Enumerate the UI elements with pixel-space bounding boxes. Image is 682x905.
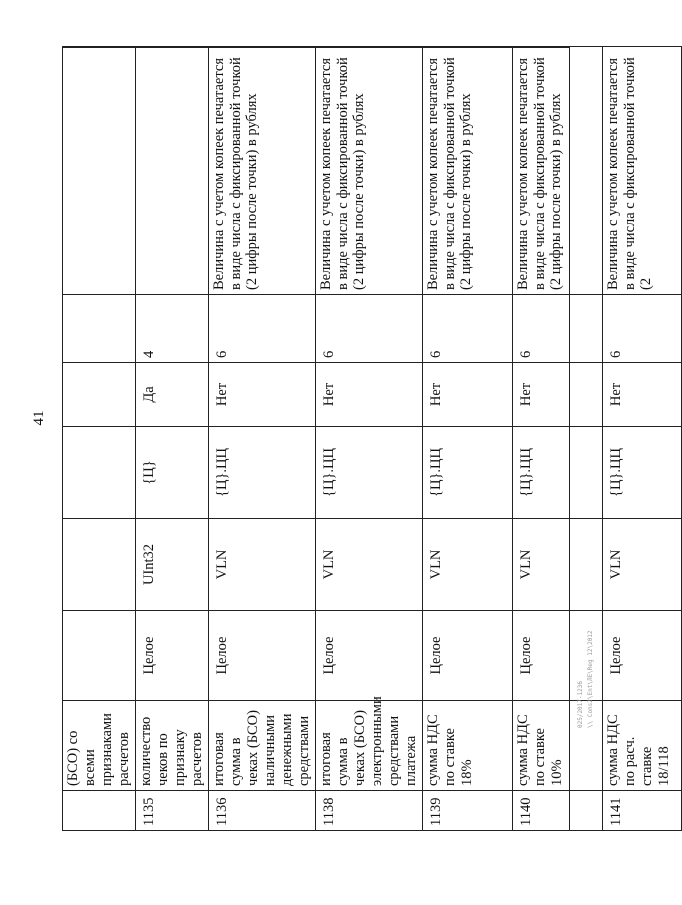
type-cell: Целое (423, 611, 513, 701)
mask-cell: {Ц}.ЦЦ (513, 427, 603, 519)
description-cell: Величина с учетом копеек печатается в виде числа с фиксированной точкой (2 цифры после точки) в рублях (513, 47, 603, 295)
length-cell: 4 (136, 295, 209, 363)
required-cell: Нет (209, 363, 316, 427)
required-cell: Нет (513, 363, 603, 427)
description-cell (63, 47, 136, 295)
name-cell: сумма НДС по расч. ставке 18/118 (603, 701, 682, 791)
name-cell: сумма НДС по ставке 18% (423, 701, 513, 791)
name-cell: сумма НДС по ставке 10% (513, 701, 603, 791)
format-cell (63, 519, 136, 611)
name-cell: итоговая сумма в чеках (БСО) электронными средствами платежа (316, 701, 423, 791)
description-cell: Величина с учетом копеек печатается в виде числа с фиксированной точкой (2 цифры после точки) в рублях (209, 47, 316, 295)
tag-cell: 1141 (603, 791, 682, 831)
type-cell: Целое (513, 611, 603, 701)
length-cell: 6 (316, 295, 423, 363)
name-cell: (БСО) со всеми признаками расчетов (63, 701, 136, 791)
table-row (136, 47, 209, 831)
length-cell: 6 (209, 295, 316, 363)
length-cell: 6 (423, 295, 513, 363)
table-row (63, 47, 136, 831)
tag-cell: 1138 (316, 791, 423, 831)
tag-cell: 1140 (513, 791, 603, 831)
stamp-line: 025/2017-1236 (577, 681, 584, 728)
format-cell: VLN (209, 519, 316, 611)
mask-cell: {Ц}.ЦЦ (603, 427, 682, 519)
type-cell: Целое (136, 611, 209, 701)
description-cell: Величина с учетом копеек печатается в виде числа с фиксированной точкой (2 цифры после точки) в рублях (423, 47, 513, 295)
format-cell: VLN (423, 519, 513, 611)
required-cell: Нет (603, 363, 682, 427)
format-cell: UInt32 (136, 519, 209, 611)
mask-cell: {Ц} (136, 427, 209, 519)
mask-cell: {Ц}.ЦЦ (209, 427, 316, 519)
tag-cell: 1139 (423, 791, 513, 831)
tag-cell: 1135 (136, 791, 209, 831)
type-cell: Целое (209, 611, 316, 701)
mask-cell: {Ц}.ЦЦ (316, 427, 423, 519)
format-cell: VLN (513, 519, 603, 611)
description-cell: Величина с учетом копеек печатается в виде числа с фиксированной точкой (2 цифры после точки) в рублях (316, 47, 423, 295)
tag-cell: 1136 (209, 791, 316, 831)
stamp-line: \\ Cons2\Ent\ЛЕ\Reg 12\2012 (587, 630, 594, 728)
length-cell (63, 295, 136, 363)
type-cell: Целое (316, 611, 423, 701)
description-cell: Величина с учетом копеек печатается в виде числа с фиксированной точкой (2 (603, 47, 682, 295)
name-cell: количество чеков по признаку расчетов (136, 701, 209, 791)
tag-cell (63, 791, 136, 831)
table-row (423, 47, 513, 831)
description-cell (136, 47, 209, 295)
format-cell: VLN (603, 519, 682, 611)
length-cell: 6 (513, 295, 603, 363)
format-cell: VLN (316, 519, 423, 611)
registration-stamp (576, 608, 622, 728)
table-row (209, 47, 316, 831)
length-cell: 6 (603, 295, 682, 363)
mask-cell: {Ц}.ЦЦ (423, 427, 513, 519)
required-cell (63, 363, 136, 427)
name-cell: итоговая сумма в чеках (БСО) наличными денежными средствами (209, 701, 316, 791)
table-row (316, 47, 423, 831)
required-cell: Да (136, 363, 209, 427)
mask-cell (63, 427, 136, 519)
page-number: 41 (31, 410, 47, 426)
type-cell (63, 611, 136, 701)
required-cell: Нет (316, 363, 423, 427)
type-cell: Целое (603, 611, 682, 701)
required-cell: Нет (423, 363, 513, 427)
